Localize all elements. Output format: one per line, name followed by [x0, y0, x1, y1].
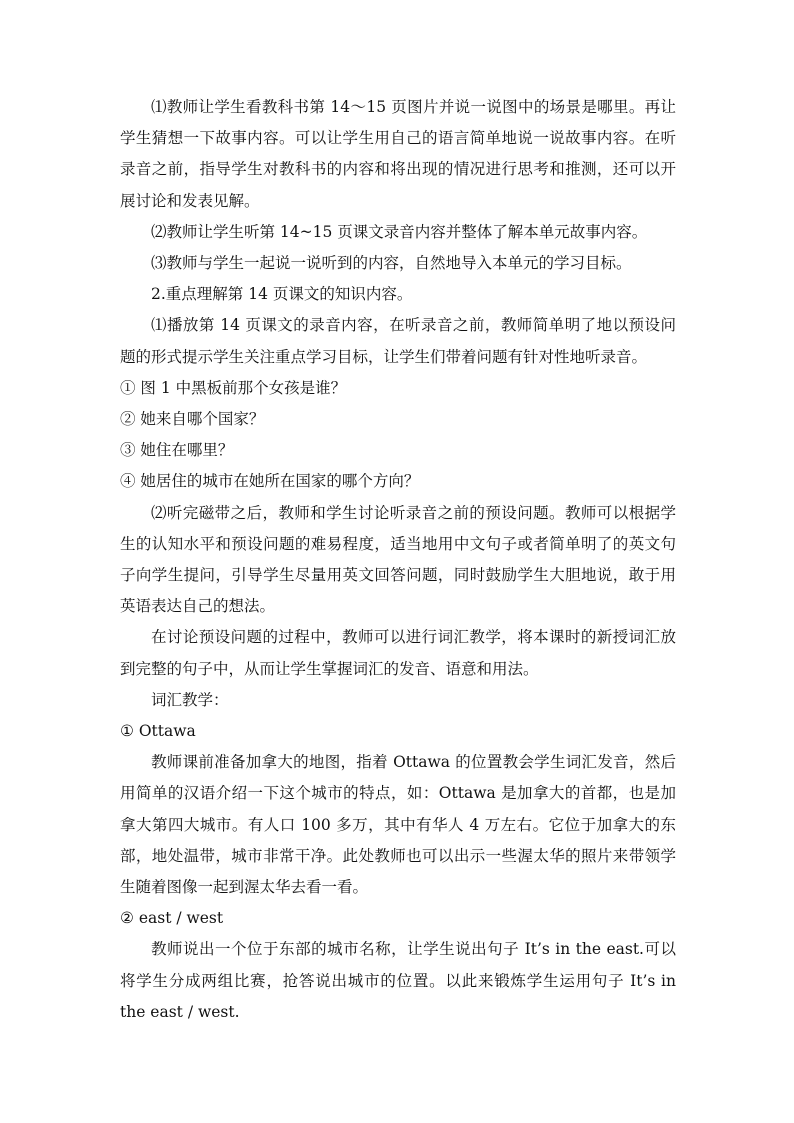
paragraph-east-west-description: 教师说出一个位于东部的城市名称，让学生说出句子 It’s in the east.可以将学生分成两组比赛，抢答说出城市的位置。以此来锻炼学生运用句子 It’s in the east / west. — [120, 940, 676, 1021]
paragraph-vocabulary-intro: 在讨论预设问题的过程中，教师可以进行词汇教学，将本课时的新授词汇放到完整的句子中，从而让学生掌握词汇的发音、语意和用法。 — [120, 628, 676, 678]
paragraph-ottawa-description: 教师课前准备加拿大的地图，指着 Ottawa 的位置教会学生词汇发音，然后用简单的汉语介绍一下这个城市的特点，如：Ottawa 是加拿大的首都，也是加拿大第四大城市。有人口 100 多万，其中有华人 4 万左右。它位于加拿大的东部，地处温带，城市非常干净。此处教师也可以出示一些渥太华的照片来带领学生随着图像一起到渥太华去看一看。 — [120, 753, 676, 897]
question-item-2: ② 她来自哪个国家？ — [120, 410, 265, 429]
paragraph-step-2-2: ⑵听完磁带之后，教师和学生讨论听录音之前的预设问题。教师可以根据学生的认知水平和预设问题的难易程度，适当地用中文句子或者简单明了的英文句子向学生提问，引导学生尽量用英文回答问题，同时鼓励学生大胆地说，敢于用英语表达自己的想法。 — [120, 503, 676, 616]
question-item-3: ③ 她住在哪里？ — [120, 441, 234, 460]
question-item-1: ① 图 1 中黑板前那个女孩是谁？ — [120, 378, 347, 397]
vocabulary-item-ottawa: ① Ottawa — [120, 722, 196, 741]
document-body — [120, 92, 676, 1028]
question-item-4: ④ 她居住的城市在她所在国家的哪个方向？ — [120, 472, 420, 491]
paragraph-step-1-2: ⑵教师让学生听第 14~15 页课文录音内容并整体了解本单元故事内容。 — [151, 222, 648, 241]
paragraph-step-1-3: ⑶教师与学生一起说一说听到的内容，自然地导入本单元的学习目标。 — [151, 254, 632, 273]
section-heading-2: 2.重点理解第 14 页课文的知识内容。 — [151, 285, 413, 304]
paragraph-step-1-1: ⑴教师让学生看教科书第 14～15 页图片并说一说图中的场景是哪里。再让学生猜想一下故事内容。可以让学生用自己的语言简单地说一说故事内容。在听录音之前，指导学生对教科书的内容和将出现的情况进行思考和推测，还可以开展讨论和发表见解。 — [120, 98, 676, 210]
vocabulary-heading: 词汇教学： — [151, 690, 229, 709]
paragraph-step-2-1: ⑴播放第 14 页课文的录音内容，在听录音之前，教师简单明了地以预设问题的形式提示学生关注重点学习目标，让学生们带着问题有针对性地听录音。 — [120, 316, 676, 366]
vocabulary-item-east-west: ② east / west — [120, 909, 224, 928]
